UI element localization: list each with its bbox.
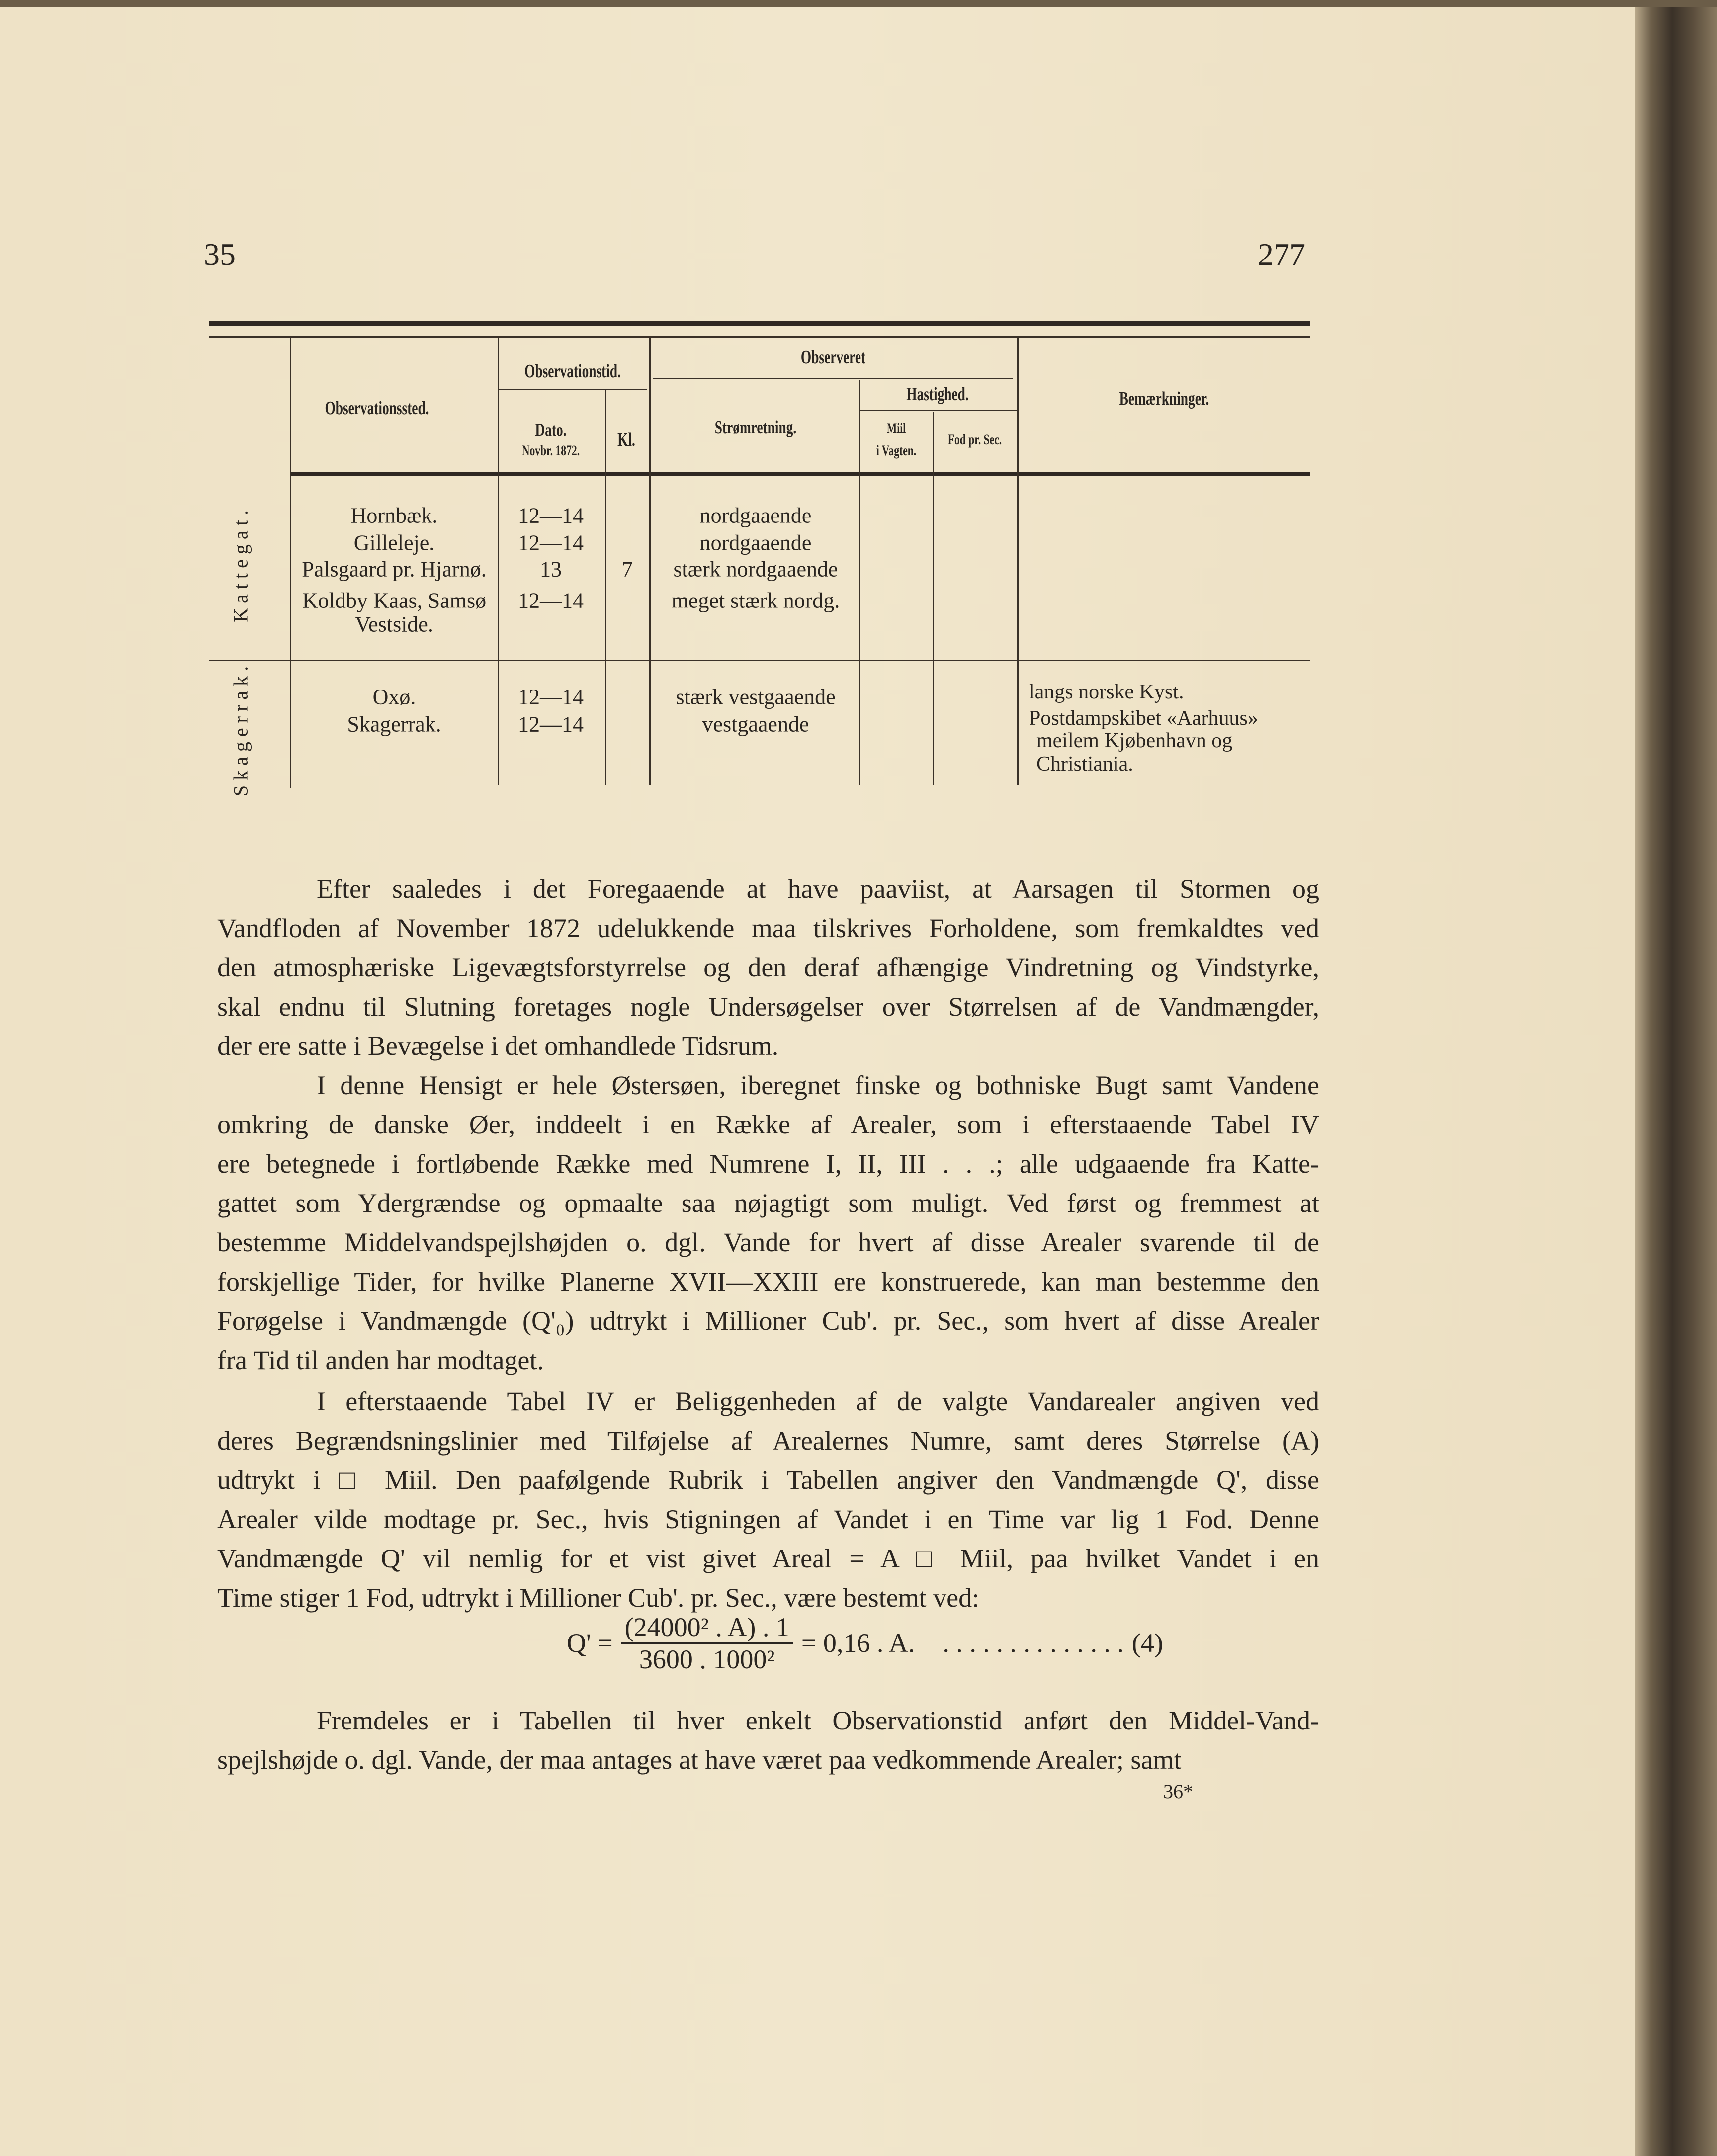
col-rule [605,390,606,785]
header-speed: Hastighed. [906,384,969,405]
cell-direction: meget stærk nordg. [671,588,840,613]
cell-date: 12—14 [518,530,584,555]
page-top-edge [0,0,1717,7]
text-line: der ere satte i Bevægelse i det omhandlede Tidsrum. [217,1031,779,1061]
header-date: Dato. [535,420,567,440]
cell-date: 13 [540,557,562,582]
cell-date: 12—14 [518,685,584,709]
cell-place: Gilleleje. [353,530,435,555]
col-rule [1017,338,1019,785]
formula-number: (4) [1131,1628,1163,1658]
header-date-sub: Novbr. 1872. [521,442,580,459]
text-line: fra Tid til anden har modtaget. [217,1345,544,1375]
page-number-right: 277 [1258,237,1305,272]
cell-direction: stærk nordgaaende [673,557,838,582]
text-line: deres Begrændsningslinier med Tilføjelse af Arealernes Numre, samt deres Størrelse (A) [217,1426,1319,1456]
formula-rhs: = 0,16 . A. [801,1628,915,1658]
region-label-skagerrak: Skagerrak. [229,661,252,797]
cell-place: Hornbæk. [350,503,438,528]
cell-direction: stærk vestgaaende [676,685,836,709]
table-top-rule-thin [209,336,1310,338]
book-binding [1635,0,1717,2156]
col-rule [290,338,291,788]
cell-direction: nordgaaende [699,503,812,528]
text-line: gattet som Ydergrændse og opmaalte saa nøjagtigt som muligt. Ved først og fremmest at [217,1188,1319,1218]
equation-4 [567,1612,1163,1674]
header-feet: Fod pr. Sec. [947,431,1002,448]
text-line: bestemme Middelvandspejlshøjden o. dgl. Vande for hvert af disse Arealer svarende til de [217,1227,1319,1257]
cell-remark-cont: meilem Kjøbenhavn og [1036,729,1233,752]
col-rule [498,338,499,785]
cell-place: Skagerrak. [347,712,441,737]
cell-date: 12—14 [518,712,584,737]
observed-subrule [653,378,1013,379]
header-remarks: Bemærkninger. [1119,388,1209,409]
header-hour: Kl. [617,430,635,450]
text-line: Vandmængde Q' vil nemlig for et vist givet Areal = A □ Miil, paa hvilket Vandet i en [217,1544,1319,1573]
header-direction: Strømretning. [714,417,797,438]
text-line: Efter saaledes i det Foregaaende at have paaviist, at Aarsagen til Stormen og [317,874,1319,904]
col-rule [649,338,651,785]
formula-denominator: 3600 . 1000² [639,1644,775,1674]
header-place: Observationssted. [325,398,429,419]
text-line: omkring de danske Øer, inddeelt i en Række af Arealer, som i efterstaaende Tabel IV [217,1110,1319,1139]
speed-subrule [859,410,1017,411]
text-line: udtrykt i □ Miil. Den paafølgende Rubrik i Tabellen angiver den Vandmængde Q', disse [217,1465,1319,1495]
text-line: forskjellige Tider, for hvilke Planerne XVII—XXIII ere konstruerede, kan man bestemme den [217,1267,1319,1296]
text-line: den atmosphæriske Ligevægtsforstyrrelse og den deraf afhængige Vindretning og Vindstyrke, [217,952,1319,982]
col-rule [859,380,860,785]
text-line: I denne Hensigt er hele Østersøen, iberegnet finske og bothniske Bugt samt Vandene [317,1070,1319,1100]
text-line: Arealer vilde modtage pr. Sec., hvis Stigningen af Vandet i en Time var lig 1 Fod. Denne [217,1504,1319,1534]
header-miles: Miil [886,420,906,436]
formula-leader: . . . . . . . . . . . . . . [943,1628,1124,1658]
text-line: ere betegnede i fortløbende Række med Numrene I, II, III . . .; alle udgaaende fra Katte- [217,1149,1319,1179]
col-rule [933,412,934,785]
page-number-left: 35 [204,237,236,272]
cell-place: Koldby Kaas, Samsø [302,588,487,613]
cell-direction: nordgaaende [699,530,812,555]
text-line: Time stiger 1 Fod, udtrykt i Millioner Cub'. pr. Sec., være bestemt ved: [217,1583,980,1613]
text-line: Vandfloden af November 1872 udelukkende maa tilskrives Forholdene, som fremkaldtes ved [217,913,1319,943]
text-line: skal endnu til Slutning foretages nogle Undersøgelser over Størrelsen af de Vandmængder, [217,992,1319,1022]
cell-date: 12—14 [518,588,584,613]
header-time: Observationstid. [524,361,621,382]
cell-place: Oxø. [372,685,416,709]
cell-date: 12—14 [518,503,584,528]
text-line: Forøgelse i Vandmængde (Q'₀) udtrykt i Millioner Cub'. pr. Sec., som hvert af disse Arealer [217,1306,1319,1336]
header-bottom-rule [291,472,1310,476]
formula-numerator: (24000² . A) . 1 [621,1612,793,1644]
cell-place: Palsgaard pr. Hjarnø. [302,557,487,582]
formula-fraction [621,1612,793,1675]
formula-lhs: Q' = [567,1628,613,1658]
header-observed: Observeret [800,347,866,368]
region-label-kattegat: Kattegat. [229,505,252,622]
text-line: Fremdeles er i Tabellen til hver enkelt Observationstid anført den Middel-Vand- [317,1706,1319,1735]
cell-direction: vestgaaende [702,712,809,737]
cell-remark-cont: Christiania. [1036,753,1133,776]
cell-remark: Postdampskibet «Aarhuus» [1029,707,1258,730]
time-subrule [498,389,647,390]
header-miles-sub: i Vagten. [876,442,917,459]
cell-place-cont: Vestside. [355,612,433,637]
cell-remark: langs norske Kyst. [1029,681,1184,703]
signature-mark: 36* [1163,1780,1193,1803]
text-line: spejlshøjde o. dgl. Vande, der maa antages at have været paa vedkommende Arealer; samt [217,1745,1182,1775]
text-line: I efterstaaende Tabel IV er Beliggenheden af de valgte Vandarealer angiven ved [317,1386,1319,1416]
cell-hour: 7 [622,557,633,582]
table-top-rule [209,321,1310,326]
group-separator [209,660,1310,661]
